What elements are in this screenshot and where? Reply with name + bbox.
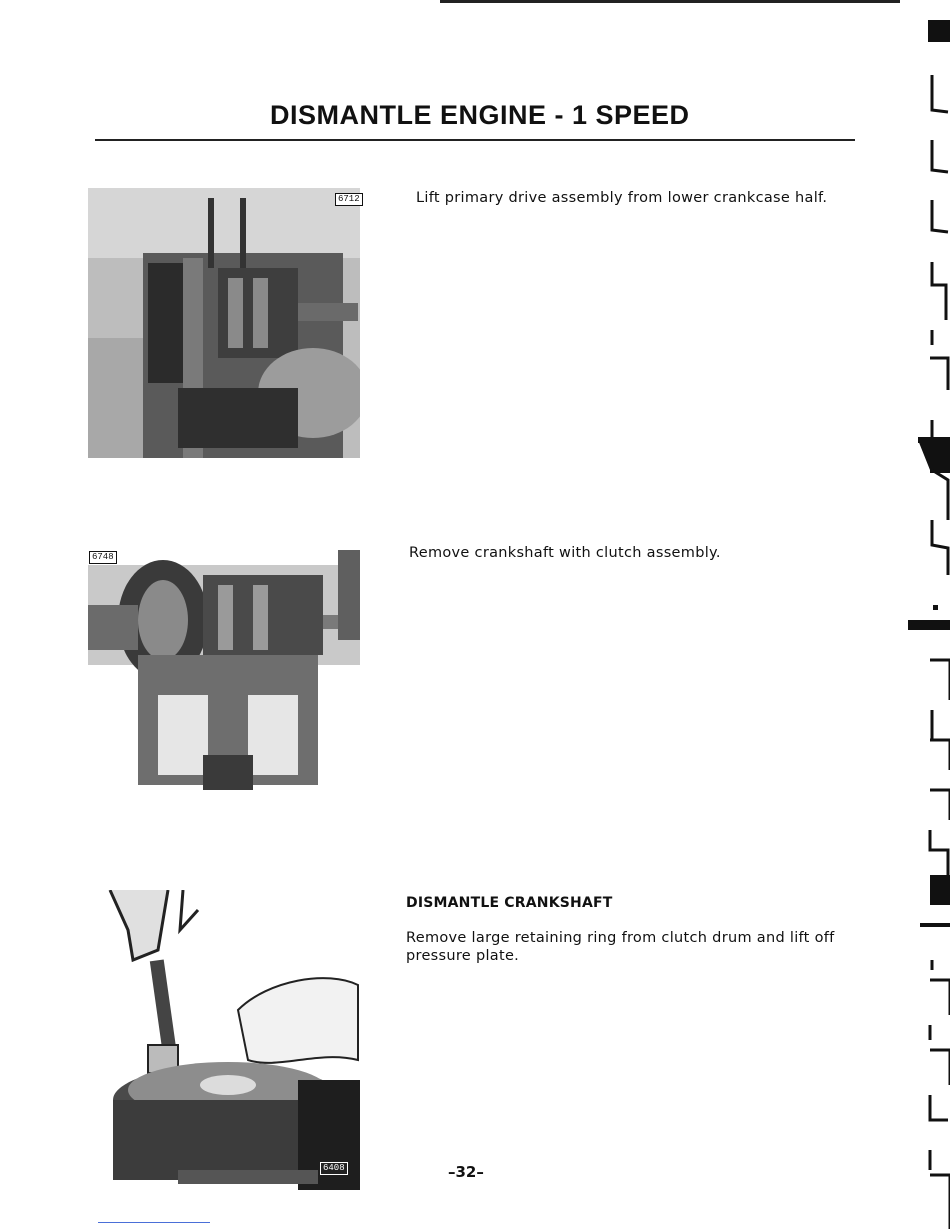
title-rule: [95, 139, 855, 141]
figure-tag: 6408: [320, 1162, 348, 1175]
top-edge-line: [440, 0, 900, 3]
photo-clutch-drum-retaining-ring: [88, 890, 360, 1195]
step-caption: Remove crankshaft with clutch assembly.: [409, 545, 721, 561]
edge-index-marks: [900, 0, 950, 1229]
footer-line: [98, 1222, 210, 1223]
page-number: –32–: [448, 1163, 484, 1181]
figure-tag: 6712: [335, 193, 363, 206]
figure-tag: 6748: [89, 551, 117, 564]
photo-primary-drive-assembly: [88, 188, 360, 458]
step-caption: Remove large retaining ring from clutch drum and lift off pressure plate.: [406, 930, 835, 964]
photo-crankshaft-clutch-removal: [88, 545, 360, 790]
section-heading: DISMANTLE CRANKSHAFT: [406, 895, 613, 911]
step-caption: Lift primary drive assembly from lower crankcase half.: [416, 190, 828, 206]
page-title: DISMANTLE ENGINE - 1 SPEED: [270, 100, 690, 130]
